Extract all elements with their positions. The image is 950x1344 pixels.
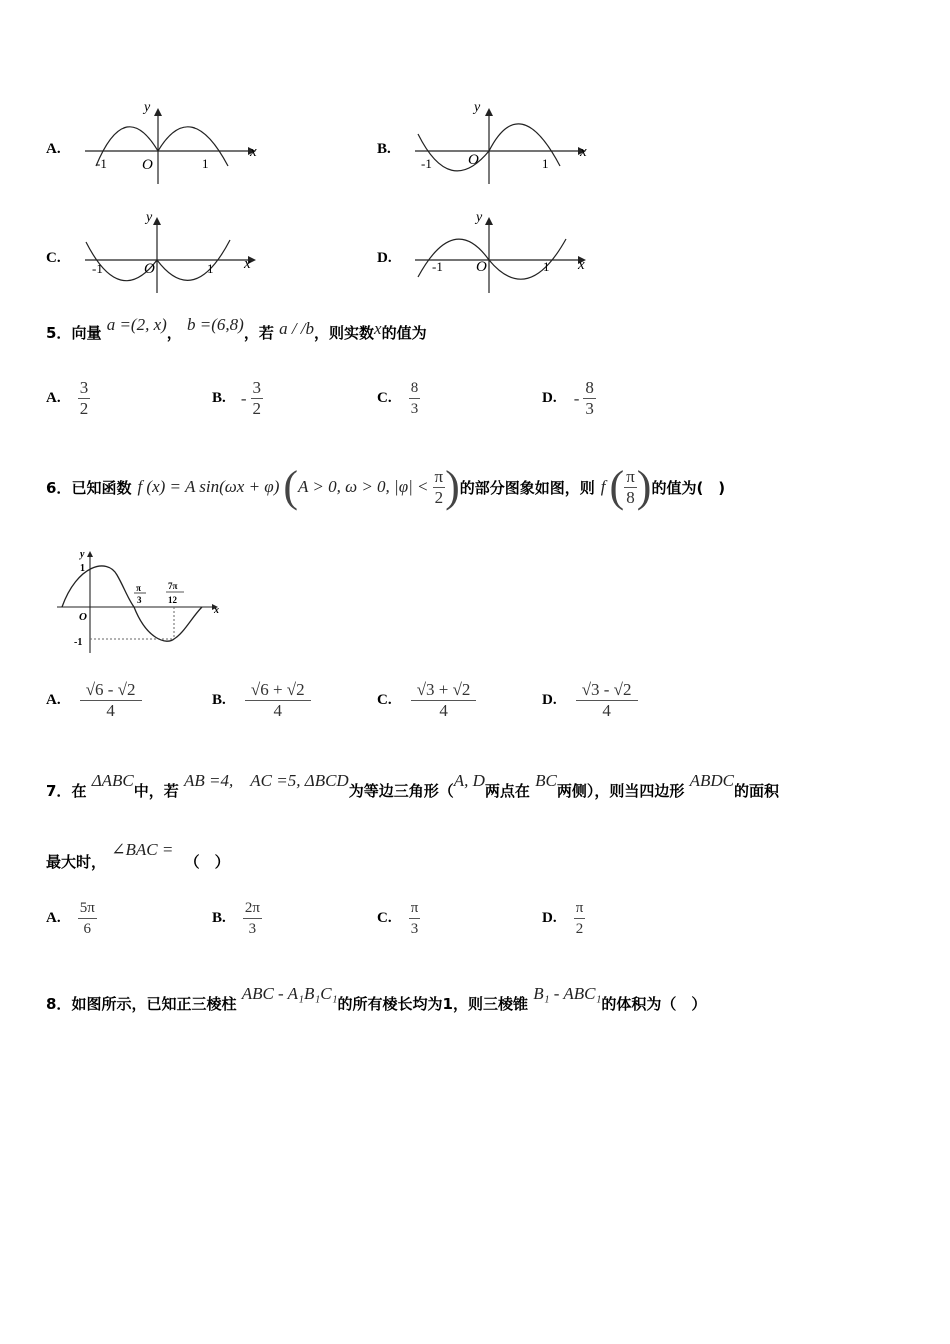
option-label: D. (542, 910, 557, 926)
denominator: 3 (410, 921, 419, 937)
question-number: 7． (46, 782, 72, 800)
option-label: B. (377, 141, 391, 157)
denominator: 2 (79, 399, 89, 418)
option-fraction (78, 378, 91, 419)
question-7-line-2 (46, 840, 230, 872)
q5-text-4: ，则实数 (314, 324, 375, 342)
graph-option-b (410, 98, 590, 188)
option-label: C. (46, 250, 61, 266)
origin-label: O (79, 611, 87, 623)
y-axis-label: y (80, 549, 85, 560)
pi3-numerator: π (136, 583, 141, 593)
left-paren: ( (283, 462, 299, 511)
q7-line2-text-1: 最大时， (46, 853, 107, 871)
q5-vector-a: a =(2, x) (106, 315, 167, 334)
question-number: 5． (46, 324, 72, 342)
tick-one: 1 (80, 563, 85, 574)
q5-option-c[interactable] (377, 378, 420, 419)
option-fraction (251, 378, 264, 419)
q5-text-3: ，若 (243, 324, 274, 342)
q5-option-a[interactable] (46, 378, 90, 419)
q6-option-a[interactable] (46, 680, 142, 721)
tick-neg-one: -1 (421, 156, 432, 171)
y-axis-label: y (476, 210, 483, 225)
origin-label: O (144, 261, 155, 277)
origin-label: O (142, 157, 153, 173)
q8-text-3: 的体积为（ ） (601, 995, 707, 1013)
option-label: C. (377, 692, 392, 708)
numerator: 8 (409, 378, 421, 399)
option-label: B. (212, 692, 226, 708)
numerator: 2π (243, 898, 262, 919)
q6-text-3: 的值为( ) (651, 478, 726, 497)
q7-option-d[interactable] (542, 898, 585, 939)
origin-label: O (468, 152, 479, 168)
option-label: A. (46, 910, 61, 926)
q8-text-2: 的所有棱长均为1，则三棱锥 (337, 995, 528, 1013)
tick-one: 1 (202, 156, 209, 171)
q5-text-5: 的值为 (381, 324, 427, 342)
y-axis-label: y (146, 210, 153, 225)
q5-vector-b: b =(6,8) (187, 315, 244, 334)
option-fraction (576, 680, 638, 721)
option-label: B. (212, 390, 226, 406)
numerator: √6 + √2 (245, 680, 311, 701)
q6-conditions: A > 0, ω > 0, |φ| < (298, 477, 429, 496)
q6-option-c[interactable] (377, 680, 476, 721)
x-axis-label: x (244, 256, 251, 272)
numerator: π (626, 466, 635, 486)
option-label: C. (377, 390, 392, 406)
q5-parallel: a / /b (279, 319, 315, 338)
pi3-denominator: 3 (137, 595, 142, 605)
q8-pyramid: B₁ - ABC₁ (533, 984, 602, 1003)
numerator: √6 - √2 (80, 680, 142, 701)
denominator: 4 (106, 701, 115, 720)
denominator: 2 (434, 487, 444, 507)
right-paren: ) (445, 462, 460, 511)
x-axis-label: x (578, 257, 585, 273)
tick-neg-one: -1 (432, 259, 443, 274)
option-fraction (574, 898, 586, 939)
q6-graph (52, 545, 232, 657)
q5-option-d[interactable] (542, 378, 596, 419)
q7-text-2: 中，若 (133, 782, 179, 800)
option-label: D. (542, 692, 557, 708)
x-axis-label: x (214, 605, 219, 616)
pi-over-8 (624, 467, 637, 508)
option-label: C. (377, 910, 392, 926)
q7-lengths: AB =4, AC =5, ΔBCD (184, 771, 349, 790)
q5-option-b[interactable] (212, 378, 263, 419)
q7-option-b[interactable] (212, 898, 262, 939)
q5-text-1: 向量 (71, 324, 102, 342)
q7-angle-bac: ∠BAC = (111, 840, 174, 859)
x-axis-label: x (580, 144, 587, 160)
numerator: √3 - √2 (576, 680, 638, 701)
denominator: 4 (439, 701, 448, 720)
7pi12-numerator: 7π (168, 581, 178, 591)
q8-text-1: 如图所示，已知正三棱柱 (71, 995, 237, 1013)
question-7 (46, 771, 780, 801)
question-8 (46, 984, 707, 1014)
q7-text-5: 两侧），则当四边形 (556, 782, 685, 800)
minus-sign: - (240, 388, 247, 408)
q5-text-2: ， (166, 324, 182, 342)
denominator: 4 (602, 701, 611, 720)
q7-side-bc: BC (535, 771, 557, 790)
denominator: 8 (626, 487, 635, 507)
option-fraction (409, 378, 421, 419)
q7-option-a[interactable] (46, 898, 97, 939)
tick-one: 1 (207, 261, 214, 276)
option-label: A. (46, 692, 61, 708)
option-fraction (583, 378, 596, 419)
option-label: D. (542, 390, 557, 406)
denominator: 4 (273, 701, 282, 720)
option-fraction (409, 898, 421, 939)
option-fraction (243, 898, 262, 939)
minus-sign: - (573, 388, 580, 408)
q7-points-ad: A, D (453, 771, 485, 790)
q7-triangle-abc: ΔABC (91, 771, 134, 790)
option-fraction (245, 680, 311, 721)
numerator: π (574, 898, 586, 919)
numerator: π (434, 466, 444, 486)
tick-one: 1 (543, 259, 550, 274)
tick-neg-one: -1 (74, 637, 83, 648)
q7-option-c[interactable] (377, 898, 420, 939)
question-5 (46, 315, 427, 343)
q7-answer-blank: （ ） (184, 853, 230, 871)
graph-option-c (80, 207, 260, 297)
denominator: 3 (585, 399, 594, 418)
denominator: 3 (410, 401, 419, 417)
numerator: π (409, 898, 421, 919)
q7-text-3: 为等边三角形（ (348, 782, 454, 800)
tick-one: 1 (542, 156, 549, 171)
option-fraction (80, 680, 142, 721)
option-label: D. (377, 250, 392, 266)
option-label: A. (46, 141, 61, 157)
option-fraction (78, 898, 97, 939)
pi-over-2 (433, 467, 446, 508)
denominator: 2 (575, 921, 584, 937)
numerator: 8 (585, 378, 594, 397)
q7-text-1: 在 (71, 782, 87, 800)
q6-option-d[interactable] (542, 680, 638, 721)
denominator: 3 (248, 921, 257, 937)
left-paren: ( (609, 462, 625, 511)
q8-prism: ABC - A₁B₁C₁ (241, 984, 338, 1003)
option-label: B. (212, 910, 226, 926)
q7-text-6: 的面积 (734, 782, 780, 800)
q7-quad-abdc: ABDC (689, 771, 735, 790)
question-6 (46, 462, 725, 512)
q6-text-2: 的部分图象如图，则 (459, 478, 595, 497)
question-number: 6． (46, 478, 72, 497)
q6-f: f (600, 477, 606, 496)
7pi12-denominator: 12 (168, 595, 177, 605)
numerator: 3 (252, 378, 262, 397)
q5-var-x: x (374, 319, 382, 338)
denominator: 2 (252, 399, 262, 418)
origin-label: O (476, 259, 487, 275)
tick-neg-one: -1 (96, 156, 107, 171)
option-label: A. (46, 390, 61, 406)
numerator: 5π (78, 898, 97, 919)
y-axis-label: y (144, 100, 151, 115)
graph-option-d (410, 207, 590, 297)
q7-text-4: 两点在 (484, 782, 530, 800)
numerator: √3 + √2 (411, 680, 477, 701)
x-axis-label: x (250, 144, 257, 160)
option-fraction (411, 680, 477, 721)
tick-neg-one: -1 (92, 261, 103, 276)
y-axis-label: y (474, 100, 481, 115)
denominator: 6 (83, 921, 91, 937)
graph-option-a (80, 98, 260, 188)
numerator: 3 (79, 378, 89, 397)
q6-option-b[interactable] (212, 680, 311, 721)
right-paren: ) (636, 462, 652, 511)
question-number: 8． (46, 995, 72, 1013)
q6-text-1: 已知函数 (71, 478, 132, 497)
q6-function: f (x) = A sin(ωx + φ) (137, 477, 280, 496)
